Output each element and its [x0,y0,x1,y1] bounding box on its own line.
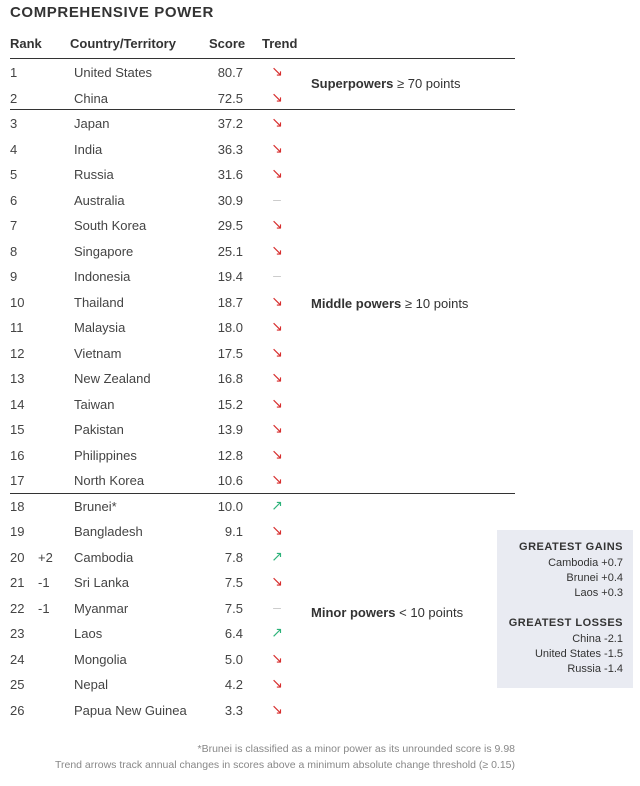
country-cell: Sri Lanka [74,575,129,590]
group-label-middle-powers: Middle powers ≥ 10 points [311,296,469,311]
rank-cell: 3 [10,116,18,131]
table-row [10,546,515,571]
trend-down-icon: ↘ [271,573,283,589]
rank-change-cell: -1 [38,575,50,590]
score-cell: 19.4 [217,269,243,284]
rank-cell: 5 [10,167,18,182]
trend-down-icon: ↘ [271,88,283,105]
rank-cell: 4 [10,141,18,157]
country-cell: China [74,90,108,106]
country-cell: Nepal [74,677,108,692]
country-cell: Myanmar [74,600,129,616]
rank-cell: 9 [10,269,18,284]
trend-down-icon: ↘ [271,394,283,411]
rank-cell: 25 [10,677,25,692]
table-row [10,520,515,545]
loss-item: Russia -1.4 [567,663,623,675]
rank-cell: 8 [10,243,18,259]
rank-cell: 14 [10,396,25,412]
rank-cell: 22 [10,600,25,616]
score-cell: 25.1 [217,243,243,259]
table-row [10,265,515,290]
table-row [10,214,515,239]
score-cell: 6.4 [224,626,243,641]
rank-cell: 13 [10,371,25,386]
group-label-minor-powers: Minor powers < 10 points [311,605,464,620]
table-row [10,495,515,520]
country-cell: Singapore [74,243,134,259]
score-cell: 5.0 [224,651,243,667]
country-cell: North Korea [74,473,145,488]
superpowers-divider [10,109,515,110]
score-cell: 7.5 [224,575,243,590]
table-row [10,316,515,341]
country-cell: Brunei* [74,498,117,514]
header-trend: Trend [262,36,298,51]
rank-cell: 17 [10,473,25,488]
header-score: Score [209,36,246,51]
losses-title: GREATEST LOSSES [508,617,623,629]
table-row [10,189,515,214]
trend-down-icon: ↘ [271,241,283,258]
trend-up-icon: ↗ [271,547,283,564]
country-cell: Japan [74,116,110,131]
table-row [10,342,515,367]
table-row [10,240,515,265]
rank-cell: 1 [10,65,18,80]
rank-change-cell: -1 [38,600,50,616]
country-cell: Vietnam [74,345,122,361]
rank-cell: 26 [10,702,25,718]
score-cell: 17.5 [217,345,243,361]
table-row [10,469,515,494]
country-cell: Bangladesh [74,524,143,539]
country-cell: Mongolia [74,651,127,667]
country-cell: Russia [74,167,114,182]
trend-down-icon: ↘ [271,216,283,232]
score-cell: 9.1 [224,524,243,539]
country-cell: Thailand [74,294,124,310]
rank-cell: 20 [10,549,25,565]
country-cell: Philippines [74,447,137,463]
table-row [10,648,515,673]
country-cell: South Korea [74,218,147,233]
table-row [10,673,515,698]
rank-cell: 21 [10,575,25,590]
score-cell: 12.8 [217,447,243,463]
rank-cell: 24 [10,651,25,667]
country-cell: Indonesia [74,269,131,284]
trend-down-icon: ↘ [271,343,283,360]
trend-down-icon: ↘ [271,114,283,130]
trend-down-icon: ↘ [271,445,283,462]
score-cell: 18.7 [217,294,243,310]
trend-down-icon: ↘ [271,420,283,436]
trend-down-icon: ↘ [271,522,283,538]
header-divider [10,58,515,59]
country-cell: Pakistan [74,422,124,437]
score-cell: 7.8 [224,549,243,565]
table-row [10,699,515,724]
score-cell: 16.8 [217,371,243,386]
page-title: COMPREHENSIVE POWER [10,4,214,21]
country-cell: Taiwan [74,396,115,412]
trend-down-icon: ↘ [271,139,283,156]
country-cell: India [74,141,103,157]
trend-up-icon: ↗ [271,624,283,640]
middle-powers-divider [10,493,515,494]
table-row [10,393,515,418]
gain-item: Brunei +0.4 [566,572,623,584]
country-cell: Laos [74,626,103,641]
score-cell: 37.2 [217,116,243,131]
table-row [10,444,515,469]
gains-losses-panel [497,530,633,688]
rank-cell: 18 [10,498,25,514]
gains-title: GREATEST GAINS [519,541,623,553]
trend-down-icon: ↘ [271,63,283,79]
score-cell: 31.6 [217,167,243,182]
score-cell: 4.2 [224,677,243,692]
group-label-superpowers: Superpowers ≥ 70 points [311,76,461,91]
gain-item: Laos +0.3 [574,587,623,599]
country-cell: New Zealand [74,371,151,386]
score-cell: 29.5 [217,218,243,233]
score-cell: 10.0 [217,498,243,514]
header-country: Country/Territory [70,36,176,51]
score-cell: 3.3 [224,702,243,718]
footnote-brunei: *Brunei is classified as a minor power as its unrounded score is 9.98 [197,743,515,755]
score-cell: 18.0 [217,320,243,335]
table-row [10,367,515,392]
rank-cell: 15 [10,422,25,437]
score-cell: 13.9 [217,422,243,437]
table-row [10,112,515,137]
trend-down-icon: ↘ [271,292,283,309]
footnote-trend: Trend arrows track annual changes in scores above a minimum absolute change threshold (≥ 0.15) [54,759,515,771]
rank-cell: 23 [10,626,25,641]
gain-item: Cambodia +0.7 [548,557,623,569]
trend-down-icon: ↘ [271,318,283,334]
trend-down-icon: ↘ [271,675,283,691]
country-cell: Cambodia [74,549,134,565]
trend-down-icon: ↘ [271,649,283,666]
trend-flat-icon: – [273,190,281,207]
table-row [10,622,515,647]
rank-cell: 11 [10,320,24,335]
trend-flat-icon: – [273,598,281,615]
loss-item: United States -1.5 [534,648,623,660]
table-header [10,36,515,56]
rank-change-cell: +2 [38,549,53,565]
trend-up-icon: ↗ [271,496,283,513]
score-cell: 80.7 [217,65,243,80]
score-cell: 72.5 [217,90,243,106]
score-cell: 36.3 [217,141,243,157]
score-cell: 30.9 [217,192,243,208]
rank-cell: 10 [10,294,25,310]
score-cell: 10.6 [217,473,243,488]
rank-cell: 12 [10,345,25,361]
trend-down-icon: ↘ [271,700,283,717]
rank-cell: 19 [10,524,25,539]
country-cell: Malaysia [74,320,126,335]
country-cell: Australia [74,192,125,208]
header-rank: Rank [10,36,42,51]
rank-cell: 7 [10,218,18,233]
score-cell: 15.2 [217,396,243,412]
table-row [10,571,515,596]
trend-down-icon: ↘ [271,165,283,181]
rank-cell: 2 [10,90,18,106]
country-cell: Papua New Guinea [74,702,187,718]
table-row [10,418,515,443]
trend-down-icon: ↘ [271,369,283,385]
loss-item: China -2.1 [572,633,623,645]
rank-cell: 6 [10,192,18,208]
score-cell: 7.5 [224,600,243,616]
trend-flat-icon: – [273,267,281,283]
country-cell: United States [74,65,153,80]
table-row [10,138,515,163]
table-row [10,163,515,188]
trend-down-icon: ↘ [271,471,283,487]
rank-cell: 16 [10,447,25,463]
